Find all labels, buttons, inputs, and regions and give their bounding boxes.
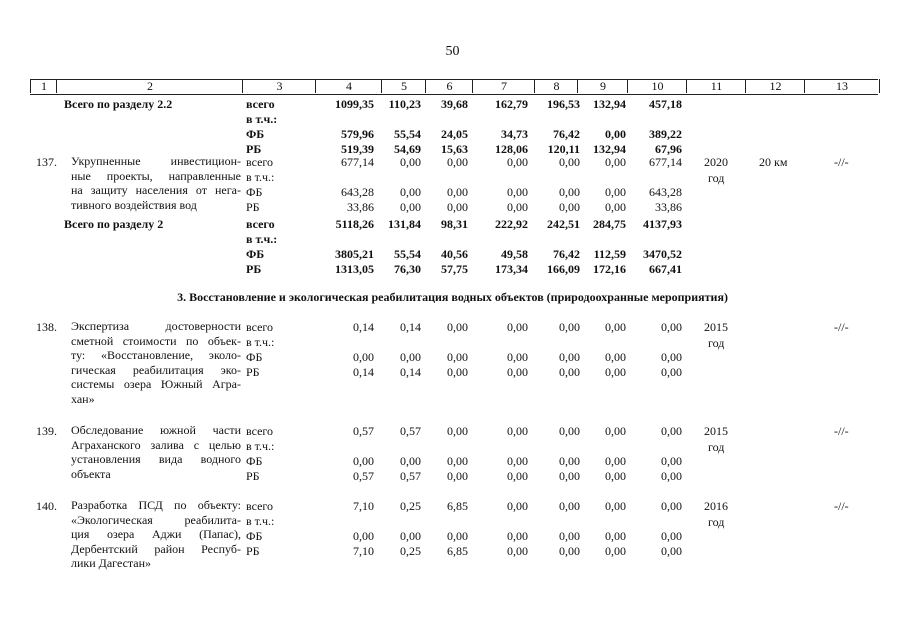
value-cell: 389,22 (649, 127, 682, 141)
value-cell: 0,00 (400, 454, 421, 468)
value-cell: 0,00 (507, 454, 528, 468)
year-unit: год (708, 336, 725, 350)
value-cell: 0,00 (507, 469, 528, 483)
section-title: 3. Восстановление и экологическая реабилитация водных объектов (природоохранные мероприятия) (177, 290, 728, 304)
value-cell: 0,00 (447, 185, 468, 199)
ditto-cell: -//- (834, 155, 849, 169)
value-cell: 0,00 (447, 365, 468, 379)
value-cell: 0,00 (507, 365, 528, 379)
funding-label: ФБ (246, 185, 263, 199)
header-cell: 9 (577, 79, 628, 93)
value-cell: 0,00 (605, 365, 626, 379)
value-cell: 57,75 (441, 262, 468, 276)
value-cell: 0,00 (353, 454, 374, 468)
value-cell: 34,73 (501, 127, 528, 141)
value-cell: 76,42 (553, 127, 580, 141)
value-cell: 0,00 (559, 185, 580, 199)
value-cell: 67,96 (655, 142, 682, 156)
value-cell: 132,94 (593, 142, 626, 156)
year-unit: год (708, 440, 725, 454)
description-line: «Экологическая реабилита- (71, 512, 241, 527)
value-cell: 0,14 (400, 320, 421, 334)
funding-label: всего (246, 499, 274, 513)
funding-label: всего (246, 424, 274, 438)
value-cell: 0,00 (400, 529, 421, 543)
value-cell: 0,00 (447, 469, 468, 483)
description-line: Аграханского залива с целью (71, 437, 241, 452)
value-cell: 519,39 (341, 142, 374, 156)
header-cell: 7 (472, 79, 535, 93)
value-cell: 0,57 (400, 424, 421, 438)
header-cell: 8 (534, 79, 578, 93)
value-cell: 162,79 (495, 97, 528, 111)
value-cell: 39,68 (441, 97, 468, 111)
description-line: ные проекты, направленные (71, 168, 241, 183)
value-cell: 112,59 (593, 247, 626, 261)
description-line: Разработка ПСД по объекту: (71, 498, 241, 512)
value-cell: 0,00 (661, 544, 682, 558)
ditto-cell: -//- (834, 499, 849, 513)
value-cell: 1313,05 (335, 262, 374, 276)
value-cell: 0,00 (447, 350, 468, 364)
value-cell: 0,00 (353, 350, 374, 364)
value-cell: 49,58 (501, 247, 528, 261)
value-cell: 643,28 (341, 185, 374, 199)
description-line: Обследование южной части (71, 423, 241, 437)
funding-label: всего (246, 217, 275, 231)
value-cell: 131,84 (388, 217, 421, 231)
header-cell: 5 (381, 79, 426, 93)
value-cell: 0,00 (507, 350, 528, 364)
value-cell: 0,14 (353, 320, 374, 334)
description-line: на защиту населения от нега- (71, 183, 241, 198)
value-cell: 0,00 (605, 469, 626, 483)
value-cell: 98,31 (441, 217, 468, 231)
row-number: 139. (36, 424, 57, 438)
value-cell: 0,00 (447, 200, 468, 214)
value-cell: 55,54 (394, 127, 421, 141)
value-cell: 0,00 (605, 350, 626, 364)
funding-label: РБ (246, 142, 262, 156)
value-cell: 6,85 (447, 499, 468, 513)
value-cell: 0,00 (661, 424, 682, 438)
value-cell: 0,00 (605, 529, 626, 543)
description-line: объекта (71, 466, 111, 481)
funding-label: в т.ч.: (246, 112, 278, 126)
row-number: 137. (36, 155, 57, 169)
value-cell: 677,14 (341, 155, 374, 169)
value-cell: 0,00 (507, 424, 528, 438)
header-cell: 11 (686, 79, 746, 93)
description-line: гическая реабилитация эко- (71, 362, 241, 377)
funding-label: в т.ч.: (246, 335, 275, 349)
value-cell: 0,00 (559, 155, 580, 169)
funding-label: в т.ч.: (246, 170, 275, 184)
funding-label: ФБ (246, 247, 265, 261)
value-cell: 33,86 (655, 200, 682, 214)
value-cell: 132,94 (593, 97, 626, 111)
value-cell: 0,00 (353, 529, 374, 543)
value-cell: 0,00 (661, 529, 682, 543)
header-cell: 3 (242, 79, 316, 93)
value-cell: 284,75 (593, 217, 626, 231)
value-cell: 0,00 (507, 529, 528, 543)
funding-label: РБ (246, 200, 260, 214)
description-line: хан» (71, 391, 95, 406)
funding-label: всего (246, 97, 275, 111)
value-cell: 0,00 (559, 454, 580, 468)
header-cell: 6 (425, 79, 473, 93)
funding-label: ФБ (246, 127, 265, 141)
value-cell: 172,16 (593, 262, 626, 276)
year-cell: 2020 (704, 155, 728, 169)
value-cell: 40,56 (441, 247, 468, 261)
length-cell: 20 км (759, 155, 788, 169)
funding-label: всего (246, 155, 274, 169)
value-cell: 0,00 (605, 424, 626, 438)
row-description (71, 498, 241, 571)
value-cell: 667,41 (649, 262, 682, 276)
header-cell: 10 (627, 79, 687, 93)
value-cell: 0,00 (605, 155, 626, 169)
value-cell: 0,00 (605, 127, 626, 141)
value-cell: 0,00 (559, 424, 580, 438)
value-cell: 242,51 (547, 217, 580, 231)
value-cell: 0,00 (447, 529, 468, 543)
value-cell: 0,00 (559, 544, 580, 558)
funding-label: РБ (246, 544, 260, 558)
value-cell: 76,42 (553, 247, 580, 261)
value-cell: 0,00 (447, 454, 468, 468)
description-line: Экспертиза достоверности (71, 319, 241, 333)
header-cell: 1 (30, 79, 57, 93)
value-cell: 120,11 (547, 142, 580, 156)
funding-label: в т.ч.: (246, 439, 275, 453)
description-line: установления вида водного (71, 452, 241, 467)
header-cell: 2 (56, 79, 243, 93)
value-cell: 0,00 (661, 350, 682, 364)
value-cell: 173,34 (495, 262, 528, 276)
value-cell: 54,69 (394, 142, 421, 156)
ditto-cell: -//- (834, 320, 849, 334)
funding-label: РБ (246, 469, 260, 483)
value-cell: 0,00 (507, 499, 528, 513)
value-cell: 0,57 (353, 424, 374, 438)
description-line: сметной стоимости по объек- (71, 333, 241, 348)
value-cell: 0,00 (559, 365, 580, 379)
value-cell: 0,00 (661, 469, 682, 483)
value-cell: 0,00 (661, 454, 682, 468)
value-cell: 0,00 (559, 469, 580, 483)
funding-label: ФБ (246, 454, 263, 468)
value-cell: 4137,93 (643, 217, 682, 231)
value-cell: 5118,26 (335, 217, 374, 231)
funding-label: в т.ч.: (246, 232, 278, 246)
value-cell: 0,00 (507, 185, 528, 199)
description-line: системы озера Южный Агра- (71, 377, 241, 392)
value-cell: 0,00 (559, 529, 580, 543)
value-cell: 0,00 (605, 499, 626, 513)
value-cell: 0,00 (507, 155, 528, 169)
value-cell: 0,00 (661, 499, 682, 513)
value-cell: 3470,52 (643, 247, 682, 261)
value-cell: 0,00 (605, 185, 626, 199)
value-cell: 0,00 (559, 350, 580, 364)
header-cell: 12 (745, 79, 805, 93)
value-cell: 6,85 (447, 544, 468, 558)
description-line: ту: «Восстановление, эколо- (71, 348, 241, 363)
funding-label: РБ (246, 365, 260, 379)
value-cell: 24,05 (441, 127, 468, 141)
value-cell: 0,14 (400, 365, 421, 379)
value-cell: 457,18 (649, 97, 682, 111)
value-cell: 677,14 (649, 155, 682, 169)
value-cell: 0,00 (447, 424, 468, 438)
value-cell: 0,57 (400, 469, 421, 483)
value-cell: 7,10 (353, 544, 374, 558)
header-cell: 4 (315, 79, 382, 93)
header-cell: 13 (804, 79, 880, 93)
value-cell: 0,00 (447, 155, 468, 169)
row-description (71, 154, 241, 212)
year-unit: год (708, 515, 725, 529)
year-cell: 2015 (704, 424, 728, 438)
value-cell: 128,06 (495, 142, 528, 156)
row-title: Всего по разделу 2 (64, 217, 164, 231)
value-cell: 0,25 (400, 544, 421, 558)
page-number: 50 (445, 44, 460, 59)
row-description (71, 423, 241, 481)
value-cell: 76,30 (394, 262, 421, 276)
value-cell: 0,14 (353, 365, 374, 379)
value-cell: 166,09 (547, 262, 580, 276)
value-cell: 0,00 (400, 200, 421, 214)
description-line: ция озера Аджи (Папас), (71, 527, 241, 542)
description-line: тивного воздействия вод (71, 197, 197, 212)
value-cell: 0,00 (559, 499, 580, 513)
value-cell: 0,00 (507, 200, 528, 214)
value-cell: 0,00 (507, 544, 528, 558)
funding-label: в т.ч.: (246, 514, 275, 528)
value-cell: 0,00 (559, 200, 580, 214)
value-cell: 0,00 (605, 320, 626, 334)
description-line: Дербентский район Респуб- (71, 541, 241, 556)
value-cell: 0,00 (605, 454, 626, 468)
value-cell: 0,57 (353, 469, 374, 483)
description-line: лики Дагестан» (71, 556, 152, 571)
year-cell: 2016 (704, 499, 728, 513)
value-cell: 0,00 (559, 320, 580, 334)
value-cell: 15,63 (441, 142, 468, 156)
value-cell: 55,54 (394, 247, 421, 261)
row-description (71, 319, 241, 407)
value-cell: 7,10 (353, 499, 374, 513)
value-cell: 33,86 (347, 200, 374, 214)
funding-label: РБ (246, 262, 262, 276)
value-cell: 0,00 (400, 350, 421, 364)
row-title: Всего по разделу 2.2 (64, 97, 173, 111)
value-cell: 0,00 (400, 155, 421, 169)
value-cell: 222,92 (495, 217, 528, 231)
value-cell: 0,00 (605, 200, 626, 214)
funding-label: ФБ (246, 529, 263, 543)
value-cell: 1099,35 (335, 97, 374, 111)
row-number: 138. (36, 320, 57, 334)
ditto-cell: -//- (834, 424, 849, 438)
value-cell: 110,23 (388, 97, 421, 111)
value-cell: 0,00 (400, 185, 421, 199)
value-cell: 3805,21 (335, 247, 374, 261)
value-cell: 643,28 (649, 185, 682, 199)
value-cell: 579,96 (341, 127, 374, 141)
year-cell: 2015 (704, 320, 728, 334)
value-cell: 0,00 (447, 320, 468, 334)
value-cell: 0,00 (661, 365, 682, 379)
funding-label: всего (246, 320, 274, 334)
value-cell: 0,25 (400, 499, 421, 513)
year-unit: год (708, 171, 725, 185)
value-cell: 0,00 (605, 544, 626, 558)
funding-label: ФБ (246, 350, 263, 364)
value-cell: 0,00 (507, 320, 528, 334)
value-cell: 0,00 (661, 320, 682, 334)
description-line: Укрупненные инвестицион- (71, 154, 241, 168)
row-number: 140. (36, 499, 57, 513)
value-cell: 196,53 (547, 97, 580, 111)
